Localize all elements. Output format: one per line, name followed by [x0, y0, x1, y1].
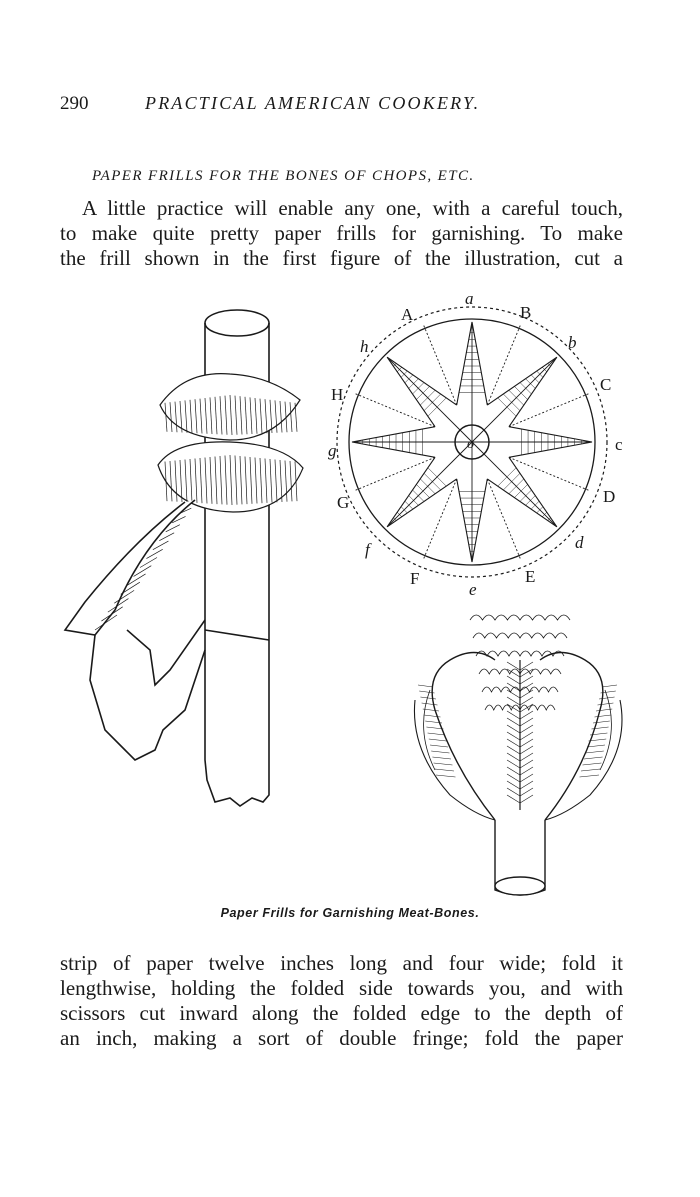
label-E: E: [525, 567, 536, 586]
paragraph-after-figure: [60, 951, 623, 1051]
label-h: h: [360, 337, 369, 356]
label-a: a: [465, 290, 474, 308]
text-line: scissors cut inward along the folded edge to the depth of: [60, 1001, 623, 1025]
label-f: f: [365, 540, 370, 559]
page-number: 290: [60, 93, 89, 114]
label-F: F: [410, 569, 420, 588]
figure-caption: Paper Frills for Garnishing Meat-Bones.: [220, 906, 480, 920]
text-line: to make quite pretty paper frills for garnishing. To make: [60, 221, 623, 245]
label-d: d: [575, 533, 584, 552]
paragraph-before-figure: [60, 196, 623, 271]
text-line: lengthwise, holding the folded side towards you, and with: [60, 976, 623, 1000]
label-H: H: [331, 385, 344, 404]
text-line: A little practice will enable any one, with a careful touch,: [82, 196, 623, 220]
text-line: an inch, making a sort of double fringe; fold the paper: [60, 1026, 623, 1050]
ruffled-frill: [414, 615, 622, 895]
bone-with-spiral-frill: [65, 310, 303, 806]
label-G: G: [337, 493, 350, 512]
label-g: g: [328, 441, 337, 460]
label-e: e: [469, 580, 477, 599]
text-line: strip of paper twelve inches long and four wide; fold it: [60, 951, 623, 975]
label-b: b: [568, 333, 577, 352]
text-line: the frill shown in the first figure of the illustration, cut a: [60, 246, 623, 270]
section-title: PAPER FRILLS FOR THE BONES OF CHOPS, ETC.: [92, 168, 475, 184]
label-D: D: [603, 487, 616, 506]
label-o: o: [467, 437, 474, 452]
running-header: [60, 93, 625, 119]
label-C: C: [600, 375, 612, 394]
label-B: B: [520, 303, 532, 322]
running-title: PRACTICAL AMERICAN COOKERY.: [145, 93, 481, 113]
illustration: [55, 290, 645, 902]
label-c: c: [615, 435, 623, 454]
label-A: A: [401, 305, 414, 324]
illustration-drawing: [55, 290, 645, 902]
